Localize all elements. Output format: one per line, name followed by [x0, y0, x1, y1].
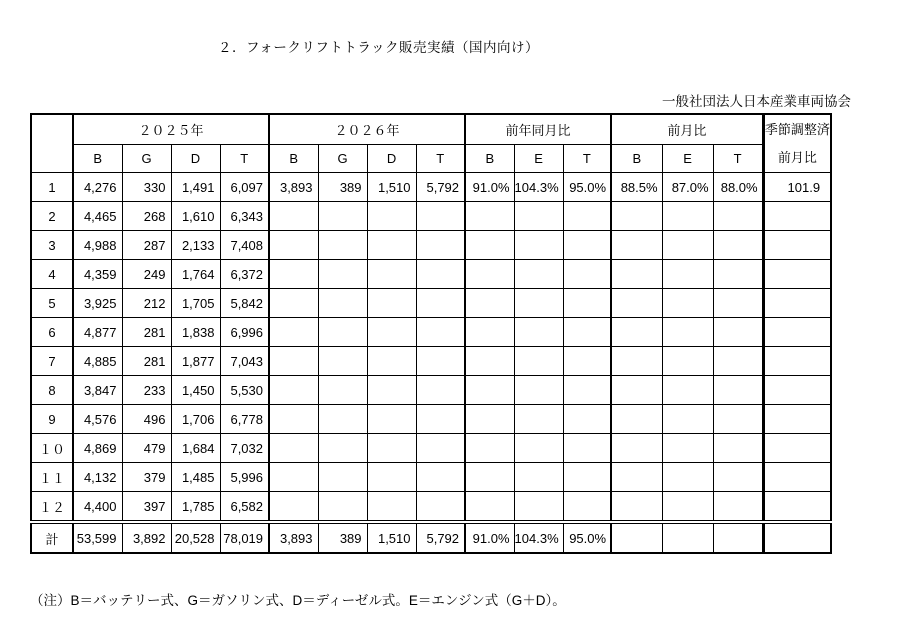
col-mom-e: E: [662, 145, 713, 173]
value-cell: 20,528: [171, 522, 220, 553]
value-cell: [416, 405, 465, 434]
value-cell: [611, 405, 662, 434]
value-cell: [662, 376, 713, 405]
value-cell: 3,847: [73, 376, 122, 405]
month-cell: 9: [31, 405, 73, 434]
value-cell: 397: [122, 492, 171, 523]
value-cell: 6,097: [220, 173, 269, 202]
value-cell: [318, 289, 367, 318]
value-cell: 104.3%: [514, 522, 563, 553]
sales-table: [30, 113, 832, 554]
col-2025-g: G: [122, 145, 171, 173]
group-header-seasonal: [763, 114, 831, 173]
value-cell: [763, 347, 831, 376]
value-cell: [367, 318, 416, 347]
value-cell: [514, 434, 563, 463]
value-cell: [563, 376, 611, 405]
value-cell: 6,778: [220, 405, 269, 434]
attribution-text: 一般社団法人日本産業車両協会: [662, 94, 851, 109]
value-cell: [367, 492, 416, 523]
value-cell: [514, 231, 563, 260]
value-cell: [514, 202, 563, 231]
value-cell: [713, 376, 763, 405]
value-cell: [367, 347, 416, 376]
value-cell: 1,450: [171, 376, 220, 405]
value-cell: [563, 405, 611, 434]
table-body: [31, 173, 831, 554]
value-cell: [611, 463, 662, 492]
value-cell: 479: [122, 434, 171, 463]
value-cell: [269, 231, 318, 260]
value-cell: [662, 405, 713, 434]
value-cell: [563, 434, 611, 463]
value-cell: 7,043: [220, 347, 269, 376]
value-cell: 389: [318, 522, 367, 553]
value-cell: [611, 347, 662, 376]
value-cell: [318, 376, 367, 405]
value-cell: 6,996: [220, 318, 269, 347]
value-cell: [416, 202, 465, 231]
value-cell: 3,892: [122, 522, 171, 553]
value-cell: [763, 260, 831, 289]
month-cell: 6: [31, 318, 73, 347]
value-cell: 389: [318, 173, 367, 202]
page-title: ２．フォークリフトトラック販売実績（国内向け）: [218, 40, 540, 55]
table-row: [31, 434, 831, 463]
month-cell: 5: [31, 289, 73, 318]
value-cell: [318, 347, 367, 376]
value-cell: [611, 434, 662, 463]
value-cell: [269, 376, 318, 405]
table-row: [31, 347, 831, 376]
value-cell: [563, 347, 611, 376]
value-cell: [318, 231, 367, 260]
col-2025-d: D: [171, 145, 220, 173]
group-header-mom: 前月比: [611, 114, 763, 145]
seasonal-header-line1: 季節調整済: [764, 121, 830, 137]
value-cell: [662, 434, 713, 463]
col-2026-b: B: [269, 145, 318, 173]
value-cell: [763, 522, 831, 553]
value-cell: 5,792: [416, 173, 465, 202]
value-cell: [713, 405, 763, 434]
value-cell: [416, 463, 465, 492]
value-cell: [713, 289, 763, 318]
value-cell: 6,343: [220, 202, 269, 231]
value-cell: 5,842: [220, 289, 269, 318]
value-cell: [416, 347, 465, 376]
value-cell: 95.0%: [563, 173, 611, 202]
seasonal-header-line2: 前月比: [777, 149, 817, 165]
value-cell: [318, 202, 367, 231]
value-cell: [318, 463, 367, 492]
value-cell: [713, 202, 763, 231]
group-header-2026: ２０２６年: [269, 114, 465, 145]
value-cell: [713, 347, 763, 376]
value-cell: 4,885: [73, 347, 122, 376]
value-cell: 88.5%: [611, 173, 662, 202]
table-row: [31, 492, 831, 523]
value-cell: [713, 434, 763, 463]
value-cell: [662, 202, 713, 231]
value-cell: [563, 289, 611, 318]
value-cell: [465, 260, 514, 289]
value-cell: [611, 376, 662, 405]
value-cell: 287: [122, 231, 171, 260]
value-cell: 4,465: [73, 202, 122, 231]
col-mom-t: T: [713, 145, 763, 173]
value-cell: 88.0%: [713, 173, 763, 202]
total-label-cell: 計: [31, 522, 73, 553]
month-cell: 4: [31, 260, 73, 289]
value-cell: [465, 492, 514, 523]
value-cell: 4,400: [73, 492, 122, 523]
value-cell: 249: [122, 260, 171, 289]
value-cell: 4,132: [73, 463, 122, 492]
value-cell: [318, 492, 367, 523]
value-cell: [465, 202, 514, 231]
value-cell: [416, 260, 465, 289]
value-cell: 4,988: [73, 231, 122, 260]
value-cell: [318, 260, 367, 289]
value-cell: 330: [122, 173, 171, 202]
value-cell: [465, 318, 514, 347]
value-cell: 101.9: [763, 173, 831, 202]
value-cell: [611, 289, 662, 318]
value-cell: 496: [122, 405, 171, 434]
value-cell: [563, 492, 611, 523]
value-cell: 91.0%: [465, 173, 514, 202]
value-cell: [318, 405, 367, 434]
table-row: [31, 463, 831, 492]
value-cell: [269, 492, 318, 523]
value-cell: 1,610: [171, 202, 220, 231]
month-cell: 8: [31, 376, 73, 405]
value-cell: 1,510: [367, 173, 416, 202]
group-header-yoy: 前年同月比: [465, 114, 611, 145]
month-cell: 3: [31, 231, 73, 260]
col-2025-t: T: [220, 145, 269, 173]
value-cell: 1,510: [367, 522, 416, 553]
value-cell: 1,485: [171, 463, 220, 492]
value-cell: [713, 492, 763, 523]
value-cell: [416, 434, 465, 463]
value-cell: [514, 492, 563, 523]
value-cell: 53,599: [73, 522, 122, 553]
value-cell: [662, 522, 713, 553]
value-cell: [367, 463, 416, 492]
value-cell: [269, 202, 318, 231]
month-cell: １０: [31, 434, 73, 463]
value-cell: [465, 463, 514, 492]
value-cell: [763, 434, 831, 463]
value-cell: 281: [122, 318, 171, 347]
table-row: [31, 318, 831, 347]
col-2026-d: D: [367, 145, 416, 173]
col-2026-t: T: [416, 145, 465, 173]
value-cell: [563, 231, 611, 260]
value-cell: [662, 289, 713, 318]
value-cell: [611, 260, 662, 289]
value-cell: [416, 231, 465, 260]
value-cell: 5,996: [220, 463, 269, 492]
value-cell: [662, 463, 713, 492]
total-row: [31, 522, 831, 553]
value-cell: 91.0%: [465, 522, 514, 553]
value-cell: [514, 260, 563, 289]
value-cell: [465, 405, 514, 434]
value-cell: 104.3%: [514, 173, 563, 202]
month-cell: １１: [31, 463, 73, 492]
value-cell: 268: [122, 202, 171, 231]
value-cell: [763, 318, 831, 347]
month-cell: 7: [31, 347, 73, 376]
value-cell: 4,359: [73, 260, 122, 289]
value-cell: [662, 318, 713, 347]
value-cell: [611, 522, 662, 553]
value-cell: 3,925: [73, 289, 122, 318]
value-cell: [611, 202, 662, 231]
value-cell: [465, 434, 514, 463]
value-cell: [611, 492, 662, 523]
value-cell: [662, 347, 713, 376]
value-cell: 4,869: [73, 434, 122, 463]
value-cell: [713, 522, 763, 553]
month-cell: １２: [31, 492, 73, 523]
value-cell: [763, 463, 831, 492]
value-cell: 1,877: [171, 347, 220, 376]
value-cell: [662, 231, 713, 260]
table-row: [31, 202, 831, 231]
value-cell: 281: [122, 347, 171, 376]
value-cell: 7,032: [220, 434, 269, 463]
value-cell: [465, 347, 514, 376]
value-cell: [465, 289, 514, 318]
value-cell: 5,792: [416, 522, 465, 553]
value-cell: 4,576: [73, 405, 122, 434]
value-cell: 1,684: [171, 434, 220, 463]
value-cell: [563, 260, 611, 289]
value-cell: [713, 260, 763, 289]
value-cell: [514, 347, 563, 376]
value-cell: [465, 231, 514, 260]
value-cell: [514, 405, 563, 434]
value-cell: 6,582: [220, 492, 269, 523]
value-cell: 95.0%: [563, 522, 611, 553]
value-cell: [318, 318, 367, 347]
value-cell: [269, 318, 318, 347]
table-row: [31, 405, 831, 434]
value-cell: 3,893: [269, 173, 318, 202]
col-2026-g: G: [318, 145, 367, 173]
value-cell: [416, 318, 465, 347]
value-cell: 78,019: [220, 522, 269, 553]
col-yoy-b: B: [465, 145, 514, 173]
value-cell: 1,705: [171, 289, 220, 318]
value-cell: [763, 231, 831, 260]
value-cell: [367, 202, 416, 231]
value-cell: 1,706: [171, 405, 220, 434]
footnote: （注）B＝バッテリー式、G＝ガソリン式、D＝ディーゼル式。E＝エンジン式（G＋D）。: [30, 593, 566, 608]
value-cell: 3,893: [269, 522, 318, 553]
value-cell: [269, 260, 318, 289]
value-cell: 87.0%: [662, 173, 713, 202]
table-row: [31, 231, 831, 260]
value-cell: 7,408: [220, 231, 269, 260]
month-cell: 1: [31, 173, 73, 202]
month-cell: 2: [31, 202, 73, 231]
value-cell: [514, 289, 563, 318]
value-cell: 4,276: [73, 173, 122, 202]
value-cell: [763, 376, 831, 405]
value-cell: [465, 376, 514, 405]
table-row: [31, 376, 831, 405]
value-cell: [563, 202, 611, 231]
value-cell: [269, 289, 318, 318]
value-cell: [269, 434, 318, 463]
value-cell: 2,133: [171, 231, 220, 260]
col-mom-b: B: [611, 145, 662, 173]
value-cell: [416, 289, 465, 318]
value-cell: [514, 318, 563, 347]
value-cell: [563, 318, 611, 347]
col-2025-b: B: [73, 145, 122, 173]
value-cell: [367, 260, 416, 289]
value-cell: [367, 405, 416, 434]
value-cell: 379: [122, 463, 171, 492]
value-cell: [269, 405, 318, 434]
value-cell: [514, 463, 563, 492]
value-cell: [763, 289, 831, 318]
value-cell: 212: [122, 289, 171, 318]
value-cell: 6,372: [220, 260, 269, 289]
value-cell: [713, 463, 763, 492]
table-row: [31, 173, 831, 202]
value-cell: [662, 492, 713, 523]
value-cell: [367, 231, 416, 260]
value-cell: [367, 289, 416, 318]
value-cell: [611, 231, 662, 260]
value-cell: [269, 463, 318, 492]
header-group-row: [31, 114, 831, 145]
col-yoy-t: T: [563, 145, 611, 173]
value-cell: 233: [122, 376, 171, 405]
value-cell: [713, 231, 763, 260]
table-row: [31, 289, 831, 318]
value-cell: 4,877: [73, 318, 122, 347]
value-cell: 5,530: [220, 376, 269, 405]
value-cell: 1,491: [171, 173, 220, 202]
month-header-blank: [31, 114, 73, 173]
value-cell: [367, 434, 416, 463]
value-cell: [563, 463, 611, 492]
value-cell: [416, 376, 465, 405]
value-cell: [318, 434, 367, 463]
value-cell: 1,838: [171, 318, 220, 347]
header-letter-row: [31, 145, 831, 173]
group-header-2025: ２０２５年: [73, 114, 269, 145]
value-cell: [514, 376, 563, 405]
value-cell: 1,785: [171, 492, 220, 523]
value-cell: [763, 202, 831, 231]
value-cell: [269, 347, 318, 376]
value-cell: [763, 492, 831, 523]
value-cell: 1,764: [171, 260, 220, 289]
value-cell: [367, 376, 416, 405]
col-yoy-e: E: [514, 145, 563, 173]
value-cell: [611, 318, 662, 347]
value-cell: [662, 260, 713, 289]
value-cell: [416, 492, 465, 523]
value-cell: [713, 318, 763, 347]
table-row: [31, 260, 831, 289]
value-cell: [763, 405, 831, 434]
